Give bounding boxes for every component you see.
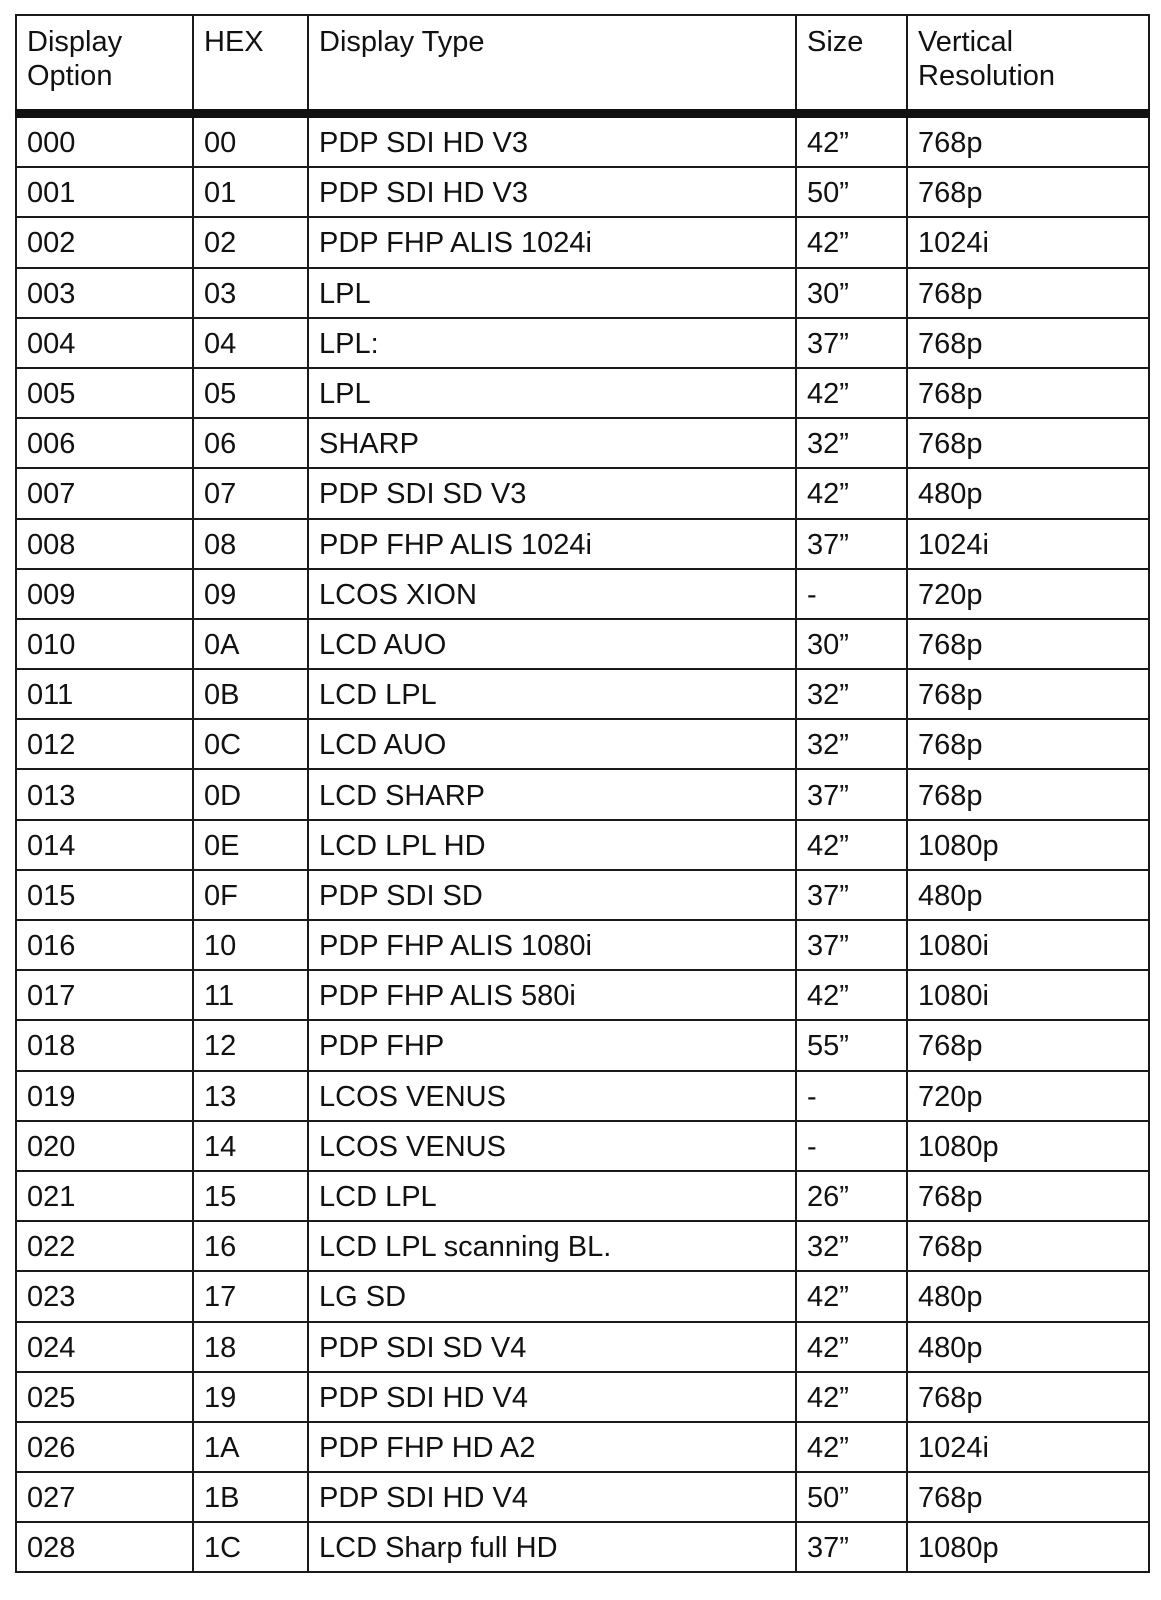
cell-display-option: 004 bbox=[16, 318, 193, 368]
cell-vertical-resolution: 768p bbox=[907, 167, 1149, 217]
cell-size: 42” bbox=[796, 1372, 907, 1422]
cell-display-type: LCOS VENUS bbox=[308, 1071, 796, 1121]
table-row bbox=[16, 1322, 1149, 1372]
cell-hex: 02 bbox=[193, 217, 308, 267]
table-row bbox=[16, 1271, 1149, 1321]
cell-display-option: 007 bbox=[16, 468, 193, 518]
cell-display-option: 016 bbox=[16, 920, 193, 970]
cell-hex: 1C bbox=[193, 1522, 308, 1572]
cell-vertical-resolution: 1024i bbox=[907, 519, 1149, 569]
header-hex: HEX bbox=[193, 15, 308, 114]
cell-display-type: LCD SHARP bbox=[308, 769, 796, 819]
cell-size: 37” bbox=[796, 920, 907, 970]
cell-size: 42” bbox=[796, 1271, 907, 1321]
cell-hex: 13 bbox=[193, 1071, 308, 1121]
cell-vertical-resolution: 480p bbox=[907, 468, 1149, 518]
cell-display-type: PDP FHP ALIS 580i bbox=[308, 970, 796, 1020]
table-row bbox=[16, 569, 1149, 619]
cell-hex: 0A bbox=[193, 619, 308, 669]
cell-vertical-resolution: 768p bbox=[907, 619, 1149, 669]
cell-display-option: 015 bbox=[16, 870, 193, 920]
cell-vertical-resolution: 768p bbox=[907, 368, 1149, 418]
header-size: Size bbox=[796, 15, 907, 114]
table-row bbox=[16, 1020, 1149, 1070]
cell-size: 42” bbox=[796, 1322, 907, 1372]
cell-vertical-resolution: 768p bbox=[907, 114, 1149, 168]
cell-hex: 15 bbox=[193, 1171, 308, 1221]
table-row bbox=[16, 1422, 1149, 1472]
cell-display-option: 017 bbox=[16, 970, 193, 1020]
cell-hex: 00 bbox=[193, 114, 308, 168]
cell-vertical-resolution: 768p bbox=[907, 1171, 1149, 1221]
header-display-option: Display Option bbox=[16, 15, 193, 114]
table-row bbox=[16, 669, 1149, 719]
cell-display-option: 013 bbox=[16, 769, 193, 819]
cell-size: 30” bbox=[796, 268, 907, 318]
display-option-table bbox=[15, 14, 1150, 1573]
cell-size: - bbox=[796, 1071, 907, 1121]
cell-display-type: LCD LPL bbox=[308, 669, 796, 719]
cell-display-type: PDP FHP ALIS 1080i bbox=[308, 920, 796, 970]
cell-size: - bbox=[796, 569, 907, 619]
cell-size: 37” bbox=[796, 519, 907, 569]
cell-display-option: 014 bbox=[16, 820, 193, 870]
cell-hex: 01 bbox=[193, 167, 308, 217]
cell-size: 32” bbox=[796, 669, 907, 719]
cell-hex: 0C bbox=[193, 719, 308, 769]
table-row bbox=[16, 318, 1149, 368]
cell-size: 30” bbox=[796, 619, 907, 669]
cell-vertical-resolution: 768p bbox=[907, 268, 1149, 318]
cell-hex: 1B bbox=[193, 1472, 308, 1522]
table-row bbox=[16, 114, 1149, 168]
cell-size: - bbox=[796, 1121, 907, 1171]
cell-size: 42” bbox=[796, 217, 907, 267]
cell-vertical-resolution: 1024i bbox=[907, 217, 1149, 267]
cell-size: 26” bbox=[796, 1171, 907, 1221]
cell-display-option: 025 bbox=[16, 1372, 193, 1422]
cell-hex: 08 bbox=[193, 519, 308, 569]
header-display-type: Display Type bbox=[308, 15, 796, 114]
cell-vertical-resolution: 768p bbox=[907, 669, 1149, 719]
cell-display-option: 011 bbox=[16, 669, 193, 719]
cell-vertical-resolution: 1080p bbox=[907, 1121, 1149, 1171]
cell-display-type: LCD AUO bbox=[308, 719, 796, 769]
cell-vertical-resolution: 720p bbox=[907, 1071, 1149, 1121]
cell-display-type: SHARP bbox=[308, 418, 796, 468]
cell-vertical-resolution: 720p bbox=[907, 569, 1149, 619]
cell-hex: 04 bbox=[193, 318, 308, 368]
table-row bbox=[16, 1171, 1149, 1221]
cell-display-type: PDP SDI HD V3 bbox=[308, 167, 796, 217]
cell-display-option: 021 bbox=[16, 1171, 193, 1221]
table-header bbox=[16, 15, 1149, 114]
cell-display-option: 027 bbox=[16, 1472, 193, 1522]
cell-hex: 0D bbox=[193, 769, 308, 819]
header-row bbox=[16, 15, 1149, 114]
cell-size: 42” bbox=[796, 820, 907, 870]
cell-vertical-resolution: 1024i bbox=[907, 1422, 1149, 1472]
cell-size: 32” bbox=[796, 418, 907, 468]
cell-display-option: 003 bbox=[16, 268, 193, 318]
cell-display-type: LCD LPL HD bbox=[308, 820, 796, 870]
cell-hex: 07 bbox=[193, 468, 308, 518]
table-row bbox=[16, 1071, 1149, 1121]
cell-display-option: 020 bbox=[16, 1121, 193, 1171]
table-row bbox=[16, 619, 1149, 669]
table-row bbox=[16, 519, 1149, 569]
cell-size: 32” bbox=[796, 1221, 907, 1271]
table-row bbox=[16, 920, 1149, 970]
cell-vertical-resolution: 768p bbox=[907, 1020, 1149, 1070]
cell-display-option: 009 bbox=[16, 569, 193, 619]
cell-display-option: 028 bbox=[16, 1522, 193, 1572]
cell-display-type: PDP SDI SD bbox=[308, 870, 796, 920]
cell-display-type: LCD AUO bbox=[308, 619, 796, 669]
cell-vertical-resolution: 768p bbox=[907, 1221, 1149, 1271]
cell-display-type: PDP SDI HD V4 bbox=[308, 1472, 796, 1522]
cell-hex: 1A bbox=[193, 1422, 308, 1472]
table-row bbox=[16, 719, 1149, 769]
cell-hex: 09 bbox=[193, 569, 308, 619]
cell-display-type: PDP SDI HD V3 bbox=[308, 114, 796, 168]
cell-display-type: LG SD bbox=[308, 1271, 796, 1321]
cell-size: 32” bbox=[796, 719, 907, 769]
cell-display-type: PDP SDI SD V3 bbox=[308, 468, 796, 518]
cell-vertical-resolution: 480p bbox=[907, 1322, 1149, 1372]
cell-hex: 05 bbox=[193, 368, 308, 418]
cell-size: 55” bbox=[796, 1020, 907, 1070]
cell-display-type: LPL bbox=[308, 268, 796, 318]
cell-hex: 0F bbox=[193, 870, 308, 920]
cell-vertical-resolution: 768p bbox=[907, 318, 1149, 368]
cell-size: 42” bbox=[796, 368, 907, 418]
cell-size: 50” bbox=[796, 167, 907, 217]
cell-display-option: 005 bbox=[16, 368, 193, 418]
table-row bbox=[16, 769, 1149, 819]
table-row bbox=[16, 1221, 1149, 1271]
cell-vertical-resolution: 1080i bbox=[907, 920, 1149, 970]
cell-display-type: PDP SDI HD V4 bbox=[308, 1372, 796, 1422]
cell-vertical-resolution: 1080i bbox=[907, 970, 1149, 1020]
cell-vertical-resolution: 768p bbox=[907, 769, 1149, 819]
cell-hex: 14 bbox=[193, 1121, 308, 1171]
header-vertical-resolution: Vertical Resolution bbox=[907, 15, 1149, 114]
table-body bbox=[16, 114, 1149, 1573]
cell-display-type: PDP FHP HD A2 bbox=[308, 1422, 796, 1472]
cell-display-type: LCD LPL bbox=[308, 1171, 796, 1221]
cell-vertical-resolution: 768p bbox=[907, 418, 1149, 468]
table-row bbox=[16, 268, 1149, 318]
cell-size: 42” bbox=[796, 114, 907, 168]
table-row bbox=[16, 468, 1149, 518]
cell-vertical-resolution: 1080p bbox=[907, 1522, 1149, 1572]
cell-hex: 11 bbox=[193, 970, 308, 1020]
cell-hex: 12 bbox=[193, 1020, 308, 1070]
table-row bbox=[16, 1121, 1149, 1171]
cell-hex: 16 bbox=[193, 1221, 308, 1271]
cell-hex: 18 bbox=[193, 1322, 308, 1372]
table-row bbox=[16, 970, 1149, 1020]
cell-hex: 17 bbox=[193, 1271, 308, 1321]
cell-display-type: LCOS VENUS bbox=[308, 1121, 796, 1171]
cell-display-option: 001 bbox=[16, 167, 193, 217]
cell-display-type: LPL: bbox=[308, 318, 796, 368]
cell-display-option: 026 bbox=[16, 1422, 193, 1472]
cell-display-option: 006 bbox=[16, 418, 193, 468]
cell-vertical-resolution: 768p bbox=[907, 719, 1149, 769]
cell-display-type: PDP SDI SD V4 bbox=[308, 1322, 796, 1372]
cell-display-type: PDP FHP ALIS 1024i bbox=[308, 217, 796, 267]
cell-display-option: 024 bbox=[16, 1322, 193, 1372]
cell-display-option: 010 bbox=[16, 619, 193, 669]
cell-size: 37” bbox=[796, 318, 907, 368]
table-row bbox=[16, 368, 1149, 418]
cell-display-option: 012 bbox=[16, 719, 193, 769]
table-row bbox=[16, 1372, 1149, 1422]
cell-display-option: 019 bbox=[16, 1071, 193, 1121]
cell-vertical-resolution: 480p bbox=[907, 870, 1149, 920]
cell-display-type: LCOS XION bbox=[308, 569, 796, 619]
cell-display-option: 022 bbox=[16, 1221, 193, 1271]
cell-size: 37” bbox=[796, 870, 907, 920]
cell-hex: 03 bbox=[193, 268, 308, 318]
cell-vertical-resolution: 768p bbox=[907, 1372, 1149, 1422]
cell-display-option: 023 bbox=[16, 1271, 193, 1321]
cell-display-option: 000 bbox=[16, 114, 193, 168]
cell-display-type: PDP FHP bbox=[308, 1020, 796, 1070]
cell-hex: 0B bbox=[193, 669, 308, 719]
cell-vertical-resolution: 1080p bbox=[907, 820, 1149, 870]
table-row bbox=[16, 217, 1149, 267]
cell-size: 37” bbox=[796, 769, 907, 819]
table-row bbox=[16, 870, 1149, 920]
cell-display-type: LCD LPL scanning BL. bbox=[308, 1221, 796, 1271]
table-row bbox=[16, 418, 1149, 468]
cell-display-type: PDP FHP ALIS 1024i bbox=[308, 519, 796, 569]
cell-hex: 06 bbox=[193, 418, 308, 468]
cell-vertical-resolution: 768p bbox=[907, 1472, 1149, 1522]
table-row bbox=[16, 167, 1149, 217]
table-row bbox=[16, 820, 1149, 870]
cell-size: 37” bbox=[796, 1522, 907, 1572]
cell-size: 50” bbox=[796, 1472, 907, 1522]
cell-size: 42” bbox=[796, 970, 907, 1020]
cell-hex: 0E bbox=[193, 820, 308, 870]
cell-size: 42” bbox=[796, 468, 907, 518]
table-row bbox=[16, 1522, 1149, 1572]
cell-display-type: LCD Sharp full HD bbox=[308, 1522, 796, 1572]
cell-hex: 19 bbox=[193, 1372, 308, 1422]
cell-vertical-resolution: 480p bbox=[907, 1271, 1149, 1321]
cell-hex: 10 bbox=[193, 920, 308, 970]
cell-display-option: 002 bbox=[16, 217, 193, 267]
cell-display-option: 008 bbox=[16, 519, 193, 569]
cell-size: 42” bbox=[796, 1422, 907, 1472]
cell-display-type: LPL bbox=[308, 368, 796, 418]
cell-display-option: 018 bbox=[16, 1020, 193, 1070]
table-row bbox=[16, 1472, 1149, 1522]
